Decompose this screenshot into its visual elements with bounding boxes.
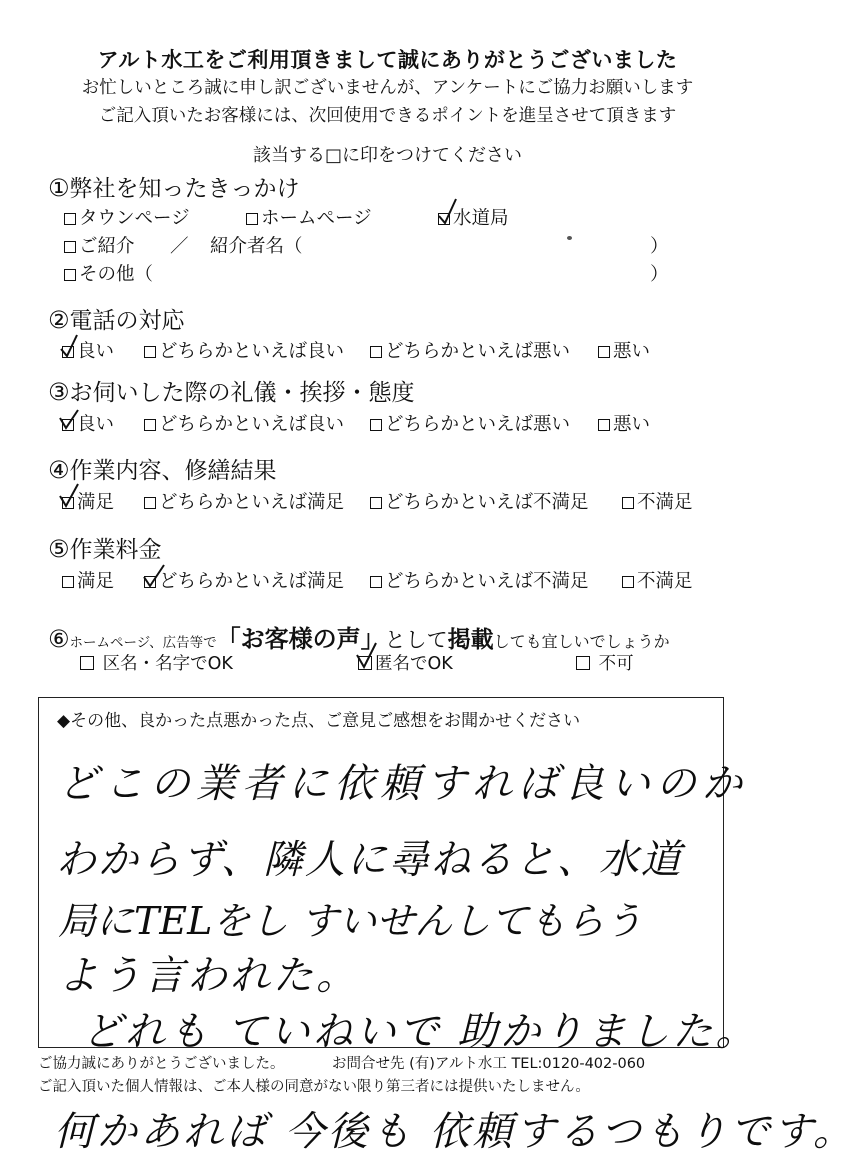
checkbox[interactable]: [598, 419, 610, 431]
option-satisfied[interactable]: [62, 567, 114, 593]
footer-privacy: ご記入頂いた個人情報は、ご本人様の同意がない限り第三者には提供いたしません。: [38, 1079, 590, 1095]
checkbox-checked[interactable]: [144, 576, 156, 588]
header-request: お忙しいところ誠に申し訳ございませんが、アンケートにご協力お願いします: [81, 78, 694, 98]
checkbox[interactable]: [144, 419, 156, 431]
option-homepage[interactable]: [246, 204, 372, 230]
checkmark-icon: [142, 561, 164, 589]
other-close: ）: [650, 264, 669, 285]
comment-line-5: どれも ていねいで 助かりました。: [82, 1009, 759, 1055]
checkbox[interactable]: [576, 656, 590, 670]
option-name-ok[interactable]: [80, 650, 233, 675]
section-6-quote: 「お客様の声」: [216, 625, 385, 653]
section-6-bold: 掲載: [447, 627, 494, 653]
option-label: 不満足: [637, 571, 693, 592]
option-somewhat-good[interactable]: [144, 337, 344, 363]
comment-line-3: 局にTELをし すいせんしてもらう: [58, 899, 643, 943]
option-somewhat-bad[interactable]: [370, 410, 570, 436]
option-label: どちらかといえば悪い: [385, 414, 571, 435]
header-points: ご記入頂いたお客様には、次回使用できるポイントを進呈させて頂きます: [98, 106, 677, 126]
option-somewhat-dissatisfied[interactable]: [370, 567, 589, 593]
option-label: 良い: [77, 341, 115, 362]
option-somewhat-good[interactable]: [144, 410, 344, 436]
option-label: どちらかといえば良い: [159, 341, 345, 362]
footer-line-1: [38, 1052, 646, 1073]
option-label: どちらかといえば良い: [159, 414, 345, 435]
section-number: ④: [48, 456, 70, 484]
option-label: どちらかといえば不満足: [385, 571, 589, 592]
comments-heading: ◆その他、良かった点悪かった点、ご意見ご感想をお聞かせください: [57, 711, 581, 731]
option-label: ご紹介: [79, 236, 135, 257]
checkbox[interactable]: [370, 576, 382, 588]
checkbox-checked[interactable]: [62, 497, 74, 509]
header-thanks: アルト水工をご利用頂きまして誠にありがとうございました: [97, 48, 678, 72]
checkbox[interactable]: [370, 346, 382, 358]
option-good[interactable]: [62, 337, 114, 363]
checkbox[interactable]: [64, 269, 76, 281]
checkbox[interactable]: [246, 213, 258, 225]
comment-line-2: わからず、隣人に尋ねると、水道: [56, 837, 683, 883]
option-label: どちらかといえば悪い: [385, 341, 571, 362]
checkmark-icon: [356, 641, 378, 669]
speck: [567, 236, 572, 240]
checkbox[interactable]: [622, 497, 634, 509]
section-6-pre: ホームページ、広告等で: [69, 635, 217, 651]
referrer-name-close: ）: [650, 236, 669, 257]
checkbox[interactable]: [144, 346, 156, 358]
option-label: どちらかといえば満足: [159, 571, 345, 592]
footer-contact: お問合せ先 (有)アルト水工 TEL:0120-402-060: [332, 1056, 646, 1072]
option-label: どちらかといえば不満足: [385, 492, 589, 513]
option-label: 悪い: [613, 414, 651, 435]
checkbox-checked[interactable]: [358, 656, 372, 670]
checkbox-checked[interactable]: [62, 419, 74, 431]
section-number: ⑥: [48, 625, 70, 653]
checkbox[interactable]: [144, 497, 156, 509]
section-number: ⑤: [48, 535, 70, 563]
checkbox[interactable]: [370, 497, 382, 509]
option-somewhat-satisfied[interactable]: [144, 567, 344, 593]
section-title-text: お伺いした際の礼儀・挨拶・態度: [69, 380, 415, 406]
option-label: ホームページ: [261, 208, 372, 229]
option-label: 区名・名字でOK: [102, 654, 233, 674]
checkbox[interactable]: [370, 419, 382, 431]
option-label: 不可: [598, 654, 634, 674]
option-label: 水道局: [453, 208, 509, 229]
option-bad[interactable]: [598, 337, 650, 363]
section-4-title: [48, 452, 277, 485]
option-label: その他（: [79, 264, 154, 285]
option-label: 良い: [77, 414, 115, 435]
comment-line-4: よう言われた。: [58, 953, 359, 999]
section-1-title: [48, 170, 300, 203]
checkbox[interactable]: [80, 656, 94, 670]
option-referral[interactable]: [64, 232, 135, 258]
option-town-page[interactable]: [64, 204, 190, 230]
option-other[interactable]: [64, 260, 153, 286]
separator: ／: [170, 236, 189, 257]
option-dissatisfied[interactable]: [622, 567, 693, 593]
checkbox-checked[interactable]: [62, 346, 74, 358]
option-satisfied[interactable]: [62, 488, 114, 514]
section-number: ③: [48, 378, 70, 406]
instruction: 該当する□に印をつけてください: [252, 145, 522, 166]
option-dissatisfied[interactable]: [622, 488, 693, 514]
section-title-text: 作業内容、修繕結果: [69, 458, 277, 484]
section-3-title: [48, 374, 415, 407]
section-5-title: [48, 531, 162, 564]
option-label: タウンページ: [79, 208, 190, 229]
option-label: 不満足: [637, 492, 693, 513]
checkbox[interactable]: [62, 576, 74, 588]
option-somewhat-dissatisfied[interactable]: [370, 488, 589, 514]
option-water-bureau[interactable]: [438, 204, 509, 230]
handwritten-note: 何かあれば 今後も 依頼するつもりです。: [54, 1109, 856, 1155]
section-title-text: 作業料金: [69, 537, 162, 563]
option-label: どちらかといえば満足: [159, 492, 345, 513]
footer-thanks: ご協力誠にありがとうございました。: [38, 1056, 285, 1072]
comment-line-1: どこの業者に依頼すれば良いのか: [58, 761, 748, 807]
option-somewhat-bad[interactable]: [370, 337, 570, 363]
checkmark-icon: [436, 198, 458, 226]
option-label: 悪い: [613, 341, 651, 362]
checkmark-icon: [60, 331, 82, 359]
checkbox-checked[interactable]: [438, 213, 450, 225]
checkbox[interactable]: [64, 213, 76, 225]
checkbox[interactable]: [64, 241, 76, 253]
section-6-post: しても宜しいでしょうか: [493, 632, 670, 651]
option-bad[interactable]: [598, 410, 650, 436]
section-6-mid: として: [384, 628, 448, 652]
checkmark-icon: [60, 482, 82, 510]
option-label: 満足: [77, 571, 115, 592]
referrer-name-label: 紹介者名（: [210, 236, 303, 257]
option-not-allowed[interactable]: [576, 650, 634, 675]
section-number: ②: [48, 306, 70, 334]
section-number: ①: [48, 174, 70, 202]
option-label: 満足: [77, 492, 115, 513]
option-anonymous-ok[interactable]: [358, 650, 453, 675]
option-label: 匿名でOK: [375, 654, 453, 674]
checkmark-icon: [60, 404, 82, 432]
section-title-text: 電話の対応: [69, 308, 185, 334]
checkbox[interactable]: [598, 346, 610, 358]
section-title-text: 弊社を知ったきっかけ: [69, 176, 300, 202]
option-somewhat-satisfied[interactable]: [144, 488, 344, 514]
option-good[interactable]: [62, 410, 114, 436]
checkbox[interactable]: [622, 576, 634, 588]
